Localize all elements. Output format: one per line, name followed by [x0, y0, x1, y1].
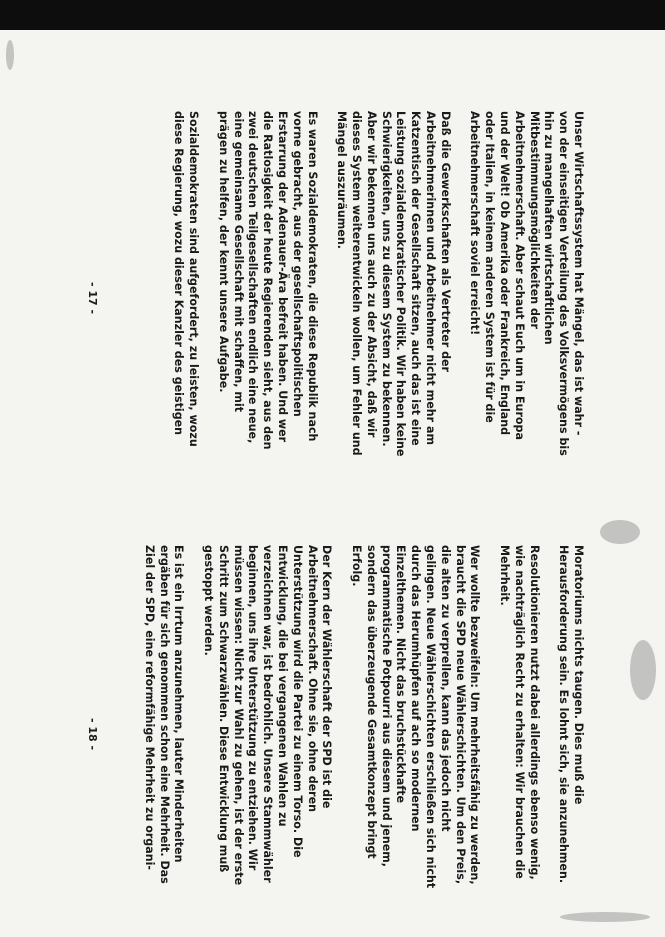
paragraph: Es ist ein Irrtum anzunehmen, lauter Minderheiten ergäben für sich genommen schon eine Mehrheit. Das Ziel der SPD, eine reformfähige Mehrheit zu organi-: [142, 545, 186, 884]
page-number-right: - 18 -: [86, 718, 99, 751]
scan-smudge: [600, 520, 640, 544]
paragraph: Sozialdemokraten sind aufgefordert, zu leisten, wozu diese Regierung, wozu dieser Kanzler des geistigen: [172, 111, 201, 447]
paragraph: Moratoriums nichts taugen. Dies muß die Herausforderung sein. Es lohnt sich, sie anzunehmen.: [557, 545, 585, 884]
page-number-left: - 17 -: [86, 282, 99, 315]
paragraph: Wer wollte bezweifeln: Um mehrheitsfähig zu werden, braucht die SPD neue Wählerschichten. Um den Preis, die alten zu verprellen, kann das jedoch nicht gelingen. Neue Wählerschichten erschließen sich nicht durch das Herumhüpfen auf ach so modernen Einzelthemen. Nicht das bruchstückhafte programmatische Potpourri aus diesem und jenem, sondern das überzeugende Gesamtkonzept bringt Erfolg.: [350, 545, 482, 889]
paragraph: Unser Wirtschaftssystem hat Mängel, das ist wahr - von der einseitigen Verteilung des Volksvermögens bis hin zu mangelhaften wirtschaftlichen Mitbestimmungsmöglichkeiten der Arbeitnehmerschaft. Aber schaut Euch um in Europa und der Welt! Ob Amerika oder Frankreich, England oder Italien, in keinem anderen System ist für die Arbeitnehmerschaft soviel erreicht!: [468, 111, 585, 456]
scan-smudge: [560, 912, 650, 922]
paragraph: Daß die Gewerkschaften als Vertreter der Arbeitnehmerinnen und Arbeitnehmer nicht mehr am Katzentisch der Gesellschaft sitzen, auch das ist eine Leistung sozialdemokratischer Politik. Wir haben keine Schwierigkeiten, uns zu diesem System zu bekennen. Aber wir bekennen uns auch zu der Absicht, daß wir dieses System weiterentwickeln wollen, um Fehler und Mängel auszuräumen.: [335, 111, 452, 457]
scan-smudge: [6, 40, 14, 70]
paragraph: Resolutionieren nutzt dabei allerdings ebenso wenig, wie nachträglich Recht zu erhalten: Wir brauchen die Mehrheit.: [498, 545, 541, 880]
right-page-column: [126, 545, 585, 893]
left-page-column: [156, 111, 585, 459]
paragraph: Der Kern der Wählerschaft der SPD ist die Arbeitnehmerschaft. Ohne sie, ohne deren Unterstützung wird die Partei zu einem Torso. Die Entwicklung, die bei vergangenen Wahlen zu verzeichnen war, ist bedrohlich. Unsere Stammwähler beginnen, uns ihre Unterstützung zu entziehen. Wir müssen wissen: Nicht zur Wahl zu gehen, ist der erste Schritt zum Schwarzwählen. Diese Entwicklung muß gestoppt werden.: [202, 545, 334, 886]
scan-smudge: [630, 640, 656, 700]
paragraph: Es waren Sozialdemokraten, die diese Republik nach vorne gebracht, aus der gesellschaftspolitischen Erstarrung der Adenauer-Ära befreit haben. Und wer die Ratlosigkeit der heute Regierenden sieht, aus den zwei deutschen Teilgesellschaften endlich eine neue, eine gemeinsame Gesellschaft mit schaffen, mit prägen zu helfen, der kennt unsere Aufgabe.: [216, 111, 319, 450]
